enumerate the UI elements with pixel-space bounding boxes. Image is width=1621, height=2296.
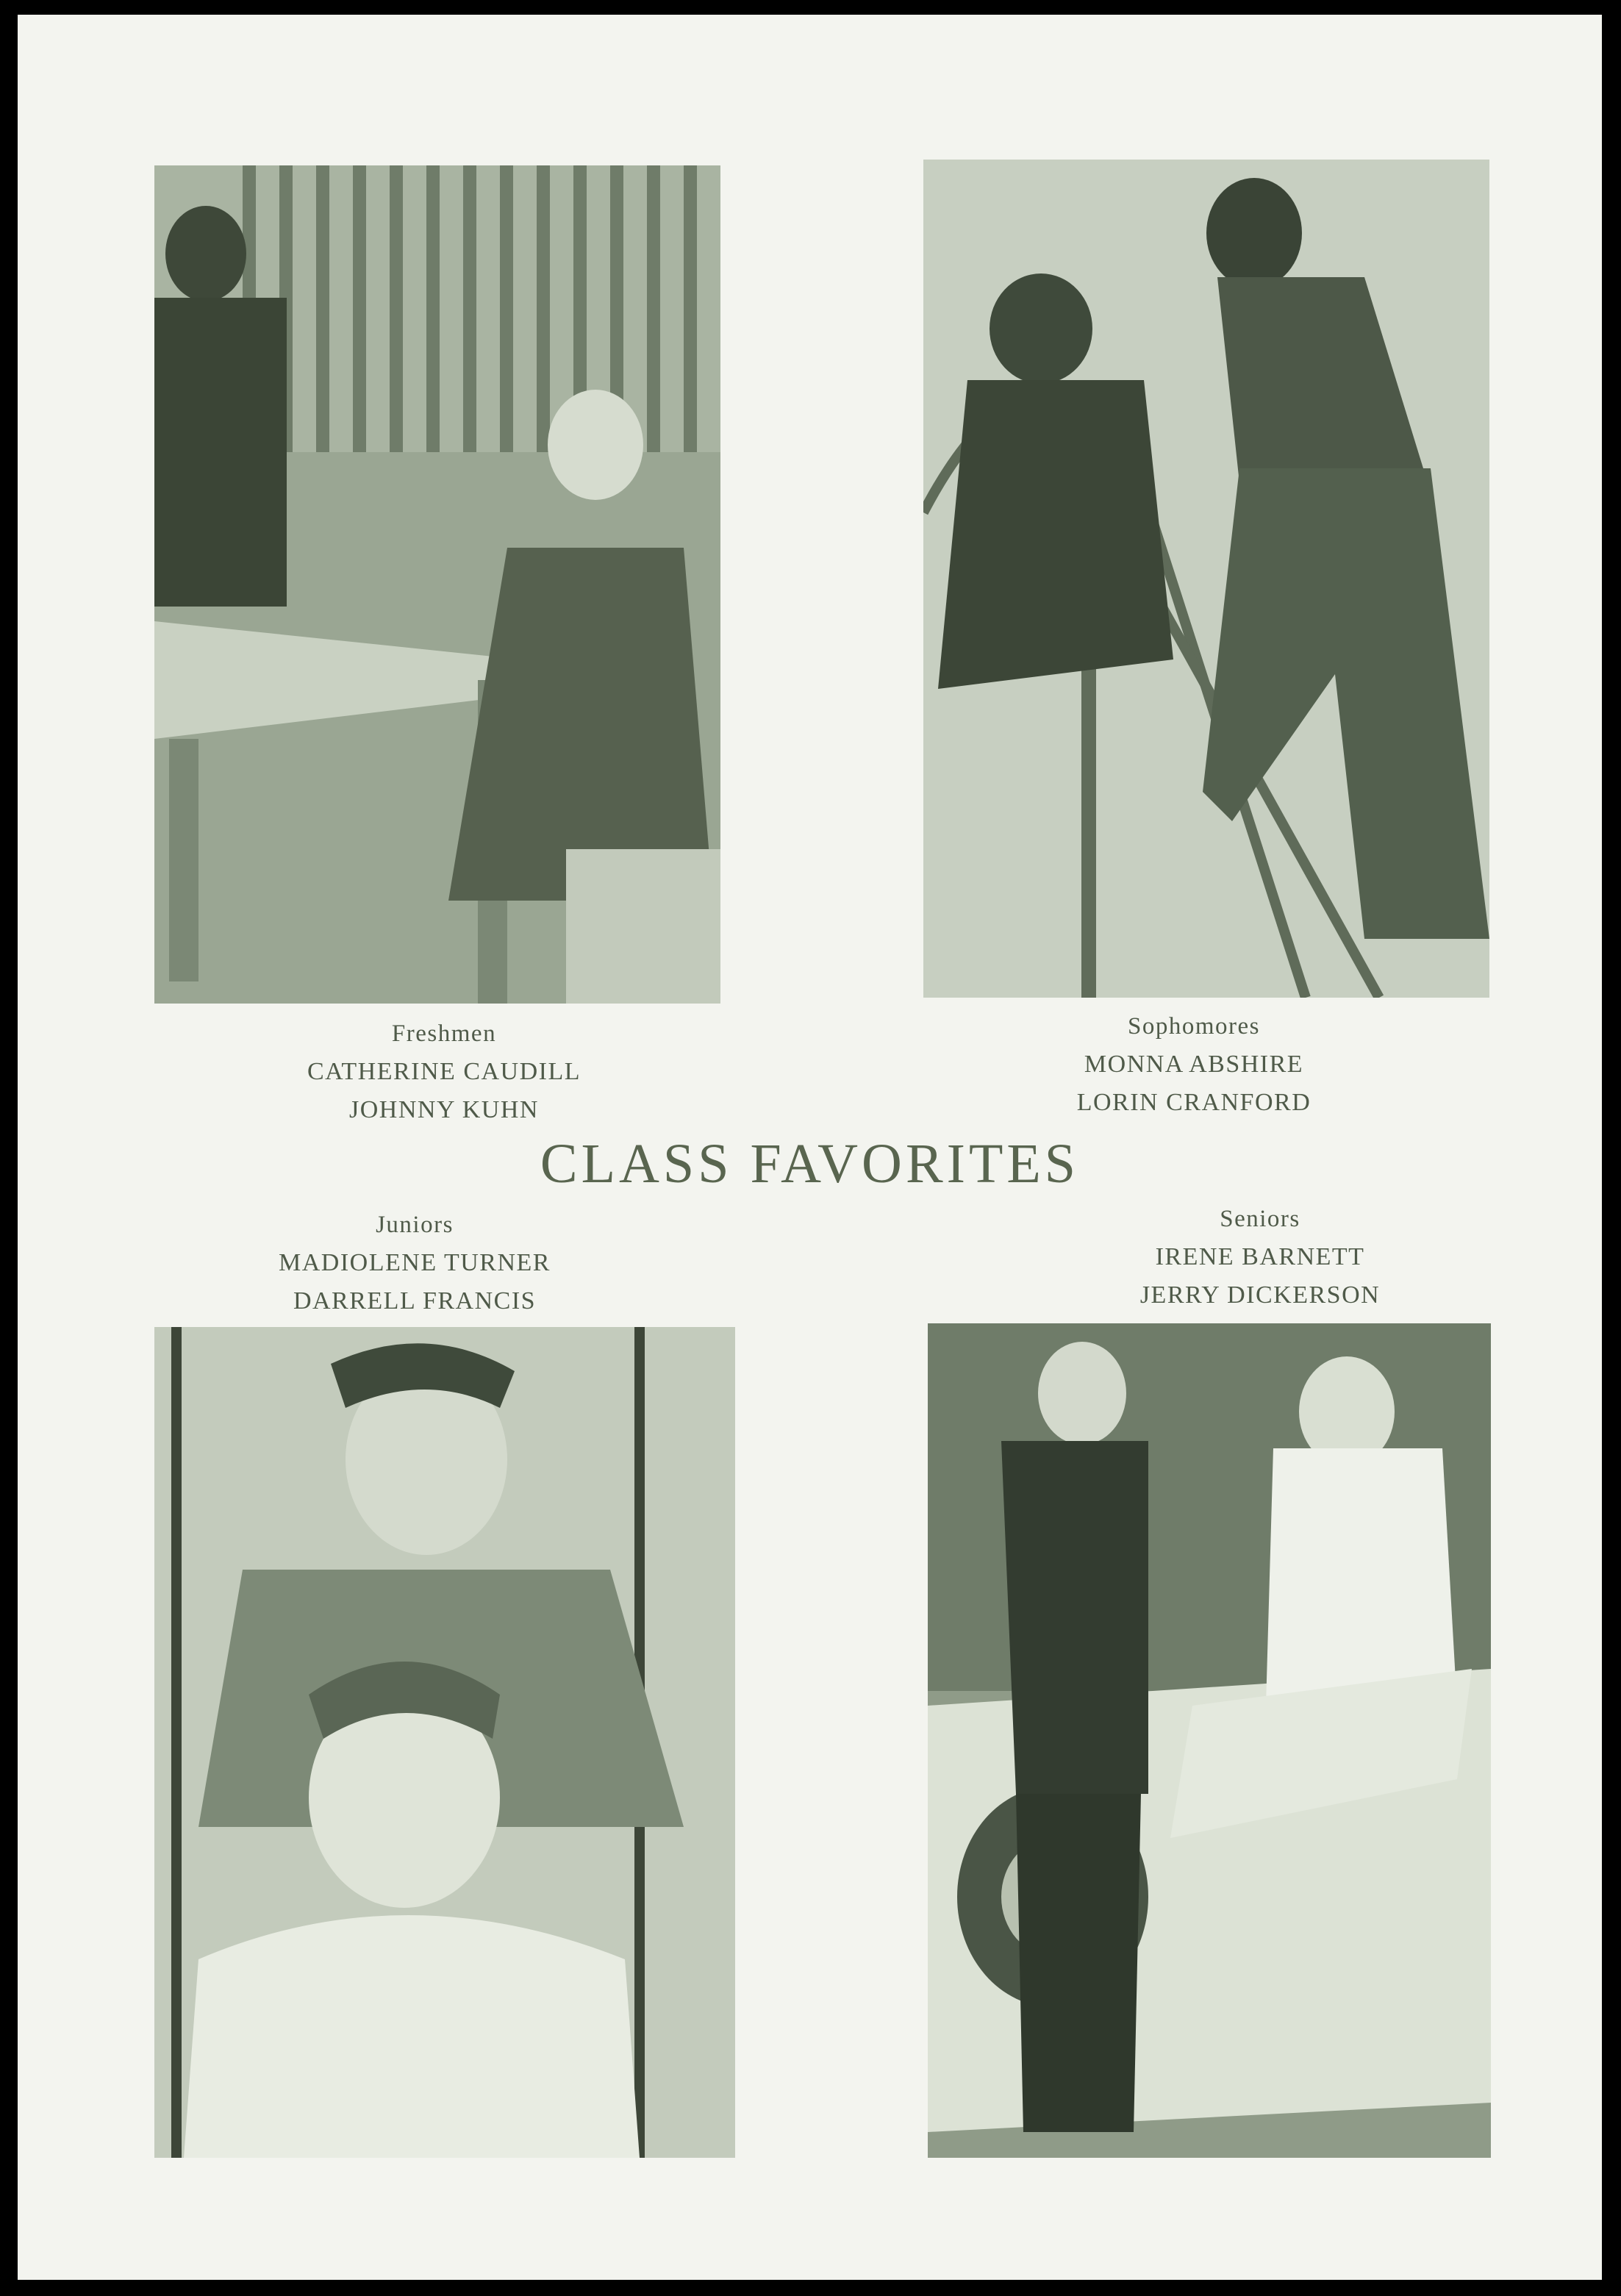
class-name-seniors: Seniors bbox=[1220, 1206, 1300, 1232]
yearbook-page bbox=[18, 15, 1602, 2280]
page-title: CLASS FAVORITES bbox=[540, 1133, 1080, 1195]
favorite-name: IRENE BARNETT bbox=[1155, 1243, 1365, 1270]
favorite-name: MADIOLENE TURNER bbox=[279, 1249, 551, 1276]
favorite-name: MONNA ABSHIRE bbox=[1084, 1051, 1304, 1078]
freshmen-photo bbox=[154, 165, 720, 1004]
seniors-photo-scene bbox=[928, 1323, 1491, 2158]
freshmen-photo-scene bbox=[154, 165, 720, 1004]
favorite-name: DARRELL FRANCIS bbox=[293, 1287, 537, 1315]
sophomores-photo bbox=[923, 160, 1489, 998]
favorite-name: JERRY DICKERSON bbox=[1139, 1281, 1381, 1309]
juniors-photo bbox=[154, 1327, 735, 2158]
juniors-caption bbox=[231, 1206, 598, 1320]
sophomores-photo-scene bbox=[923, 160, 1489, 998]
seniors-caption bbox=[1076, 1200, 1444, 1315]
class-name-juniors: Juniors bbox=[376, 1212, 454, 1238]
class-name-sophomores: Sophomores bbox=[1128, 1013, 1260, 1040]
freshmen-caption bbox=[260, 1015, 628, 1129]
juniors-photo-scene bbox=[154, 1327, 735, 2158]
sophomores-caption bbox=[1010, 1007, 1378, 1122]
favorite-name: JOHNNY KUHN bbox=[349, 1096, 539, 1123]
class-name-freshmen: Freshmen bbox=[391, 1020, 497, 1047]
favorite-name: LORIN CRANFORD bbox=[1076, 1089, 1312, 1116]
favorite-name: CATHERINE CAUDILL bbox=[307, 1058, 582, 1085]
seniors-photo bbox=[928, 1323, 1491, 2158]
